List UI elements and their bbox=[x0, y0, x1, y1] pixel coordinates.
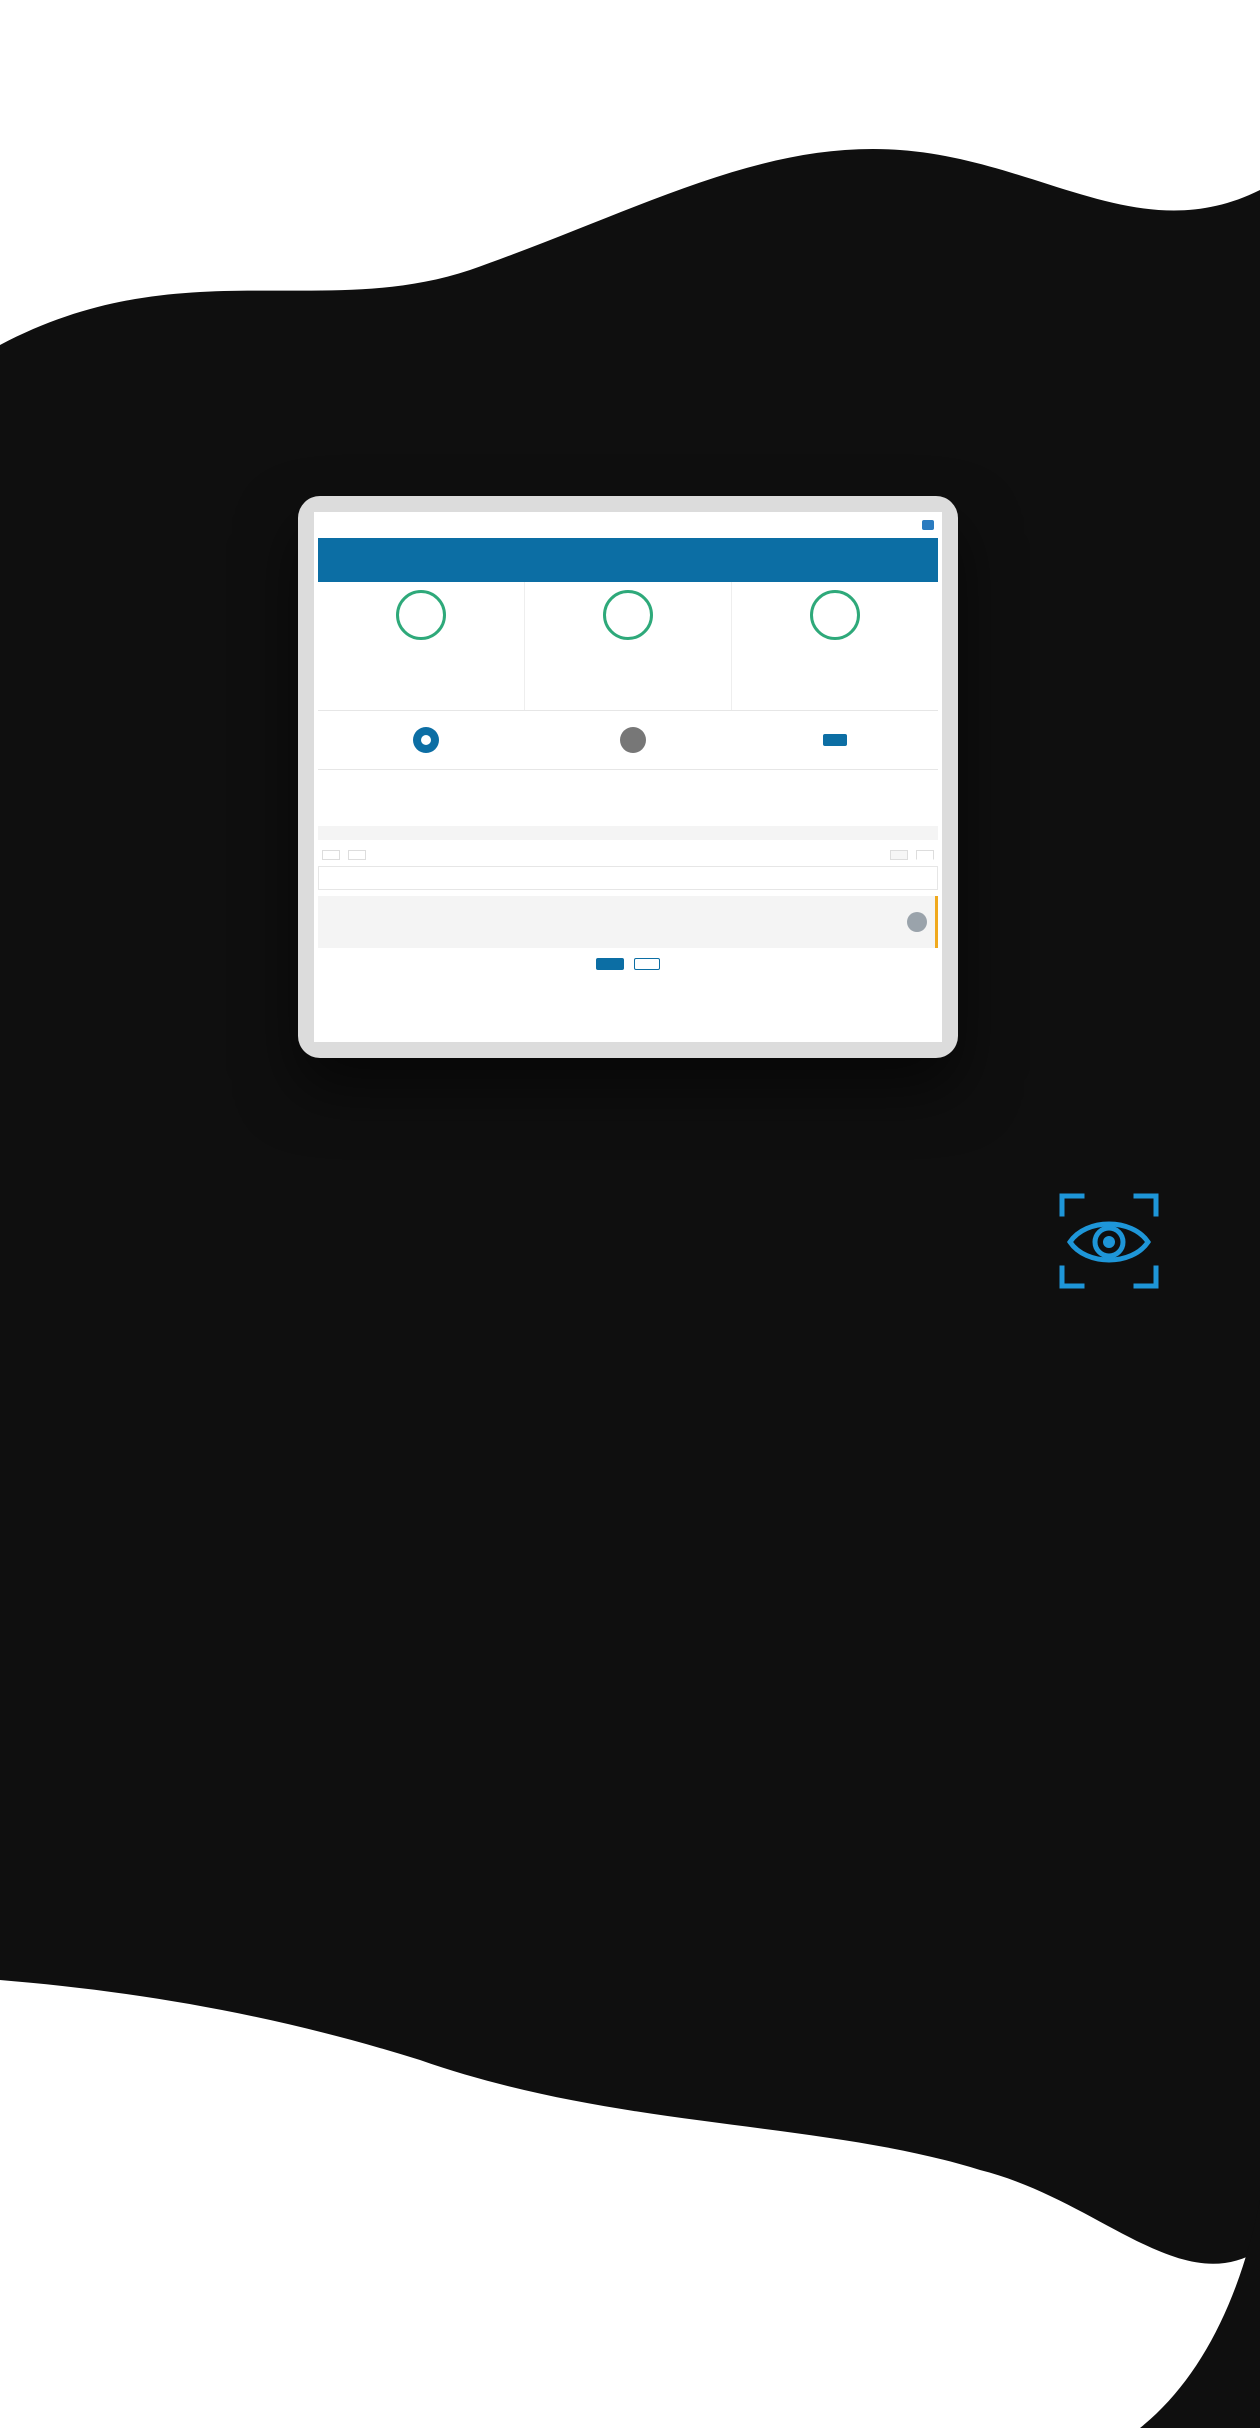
scan-steps bbox=[318, 776, 938, 822]
issue-row[interactable] bbox=[318, 896, 938, 948]
scan-summary-bar bbox=[318, 826, 938, 840]
progress-ring bbox=[603, 590, 653, 640]
actions-row bbox=[318, 711, 938, 770]
repair-all-button[interactable] bbox=[322, 850, 340, 860]
help-icon bbox=[620, 727, 646, 753]
progress-ring bbox=[810, 590, 860, 640]
help-buttons bbox=[318, 958, 938, 970]
tablet-mockup bbox=[298, 496, 958, 1058]
screen-brand bbox=[918, 520, 934, 530]
help-section bbox=[318, 958, 938, 970]
stat-reputation bbox=[318, 582, 524, 710]
stat-malware-sig bbox=[524, 582, 731, 710]
results-tabs bbox=[318, 844, 938, 866]
brand-logo-icon bbox=[922, 520, 934, 530]
start-scan-cell bbox=[731, 734, 938, 746]
clean-hacked-site-button[interactable] bbox=[596, 958, 624, 970]
start-scan-button[interactable] bbox=[823, 734, 847, 746]
screen bbox=[314, 512, 942, 1042]
screen-topbar bbox=[314, 512, 942, 538]
delete-all-button[interactable] bbox=[348, 850, 366, 860]
progress-ring bbox=[396, 590, 446, 640]
guide-cell bbox=[525, 727, 732, 753]
gear-icon bbox=[413, 727, 439, 753]
schedule-cell bbox=[318, 727, 525, 753]
security-audit-button[interactable] bbox=[634, 958, 660, 970]
tab-new[interactable] bbox=[916, 850, 934, 860]
premium-banner bbox=[318, 538, 938, 582]
eye-scan-icon bbox=[1058, 1192, 1160, 1290]
results-summary bbox=[318, 866, 938, 890]
stat-scan-type bbox=[731, 582, 938, 710]
tab-ignored[interactable] bbox=[890, 850, 908, 860]
user-icon bbox=[907, 912, 927, 932]
stats-row bbox=[318, 582, 938, 711]
